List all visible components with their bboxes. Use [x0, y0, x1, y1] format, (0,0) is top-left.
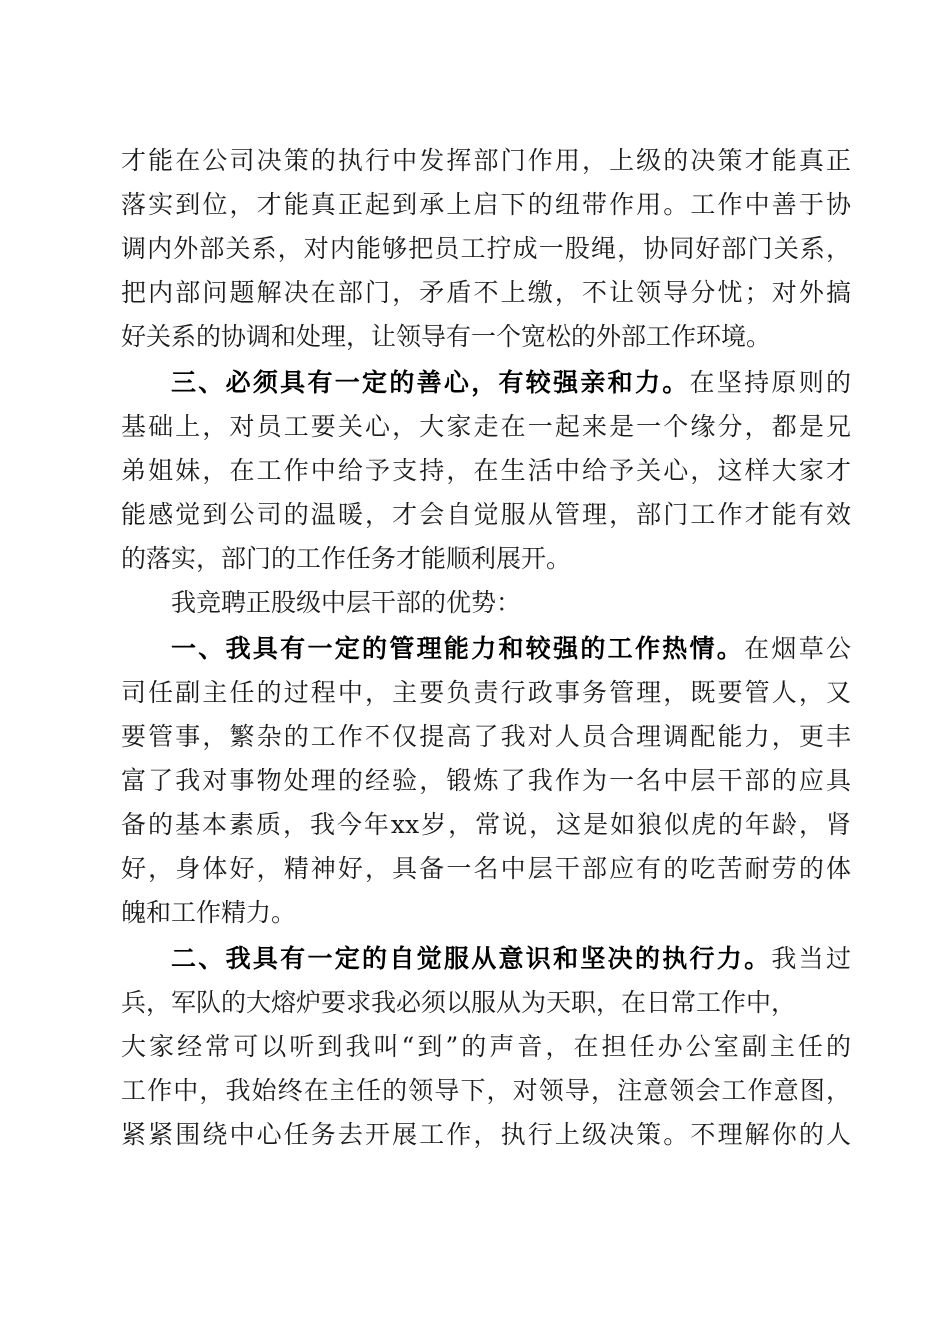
section-heading: 三、必须具有一定的善心，有较强亲和力。 [171, 368, 690, 397]
body-line: 兵，军队的大熔炉要求我必须以服从为天职，在日常工作中， [121, 988, 797, 1017]
section-heading: 二、我具有一定的自觉服从意识和坚决的执行力。 [171, 944, 772, 973]
body-line: 好，身体好，精神好，具备一名中层干部应有的吃苦耐劳的体 [121, 854, 851, 883]
section-heading: 一、我具有一定的管理能力和较强的工作热情。 [171, 634, 745, 663]
body-line: 把内部问题解决在部门，矛盾不上缴，不让领导分忧；对外搞 [121, 278, 851, 307]
body-line: 才能在公司决策的执行中发挥部门作用，上级的决策才能真正 [121, 146, 851, 175]
body-line: 富了我对事物处理的经验，锻炼了我作为一名中层干部的应具 [121, 766, 851, 795]
section-heading-line: 二、我具有一定的自觉服从意识和坚决的执行力。我当过 [171, 944, 851, 973]
body-line: 司任副主任的过程中，主要负责行政事务管理，既要管人，又 [121, 678, 851, 707]
body-line: 好关系的协调和处理，让领导有一个宽松的外部工作环境。 [121, 322, 772, 351]
body-line: 备的基本素质，我今年xx岁，常说，这是如狼似虎的年龄，肾 [121, 810, 851, 839]
section-heading-line: 三、必须具有一定的善心，有较强亲和力。在坚持原则的 [171, 368, 851, 397]
body-line: 紧紧围绕中心任务去开展工作，执行上级决策。不理解你的人 [121, 1120, 851, 1149]
body-line: 大家经常可以听到我叫“到”的声音，在担任办公室副主任的 [121, 1032, 851, 1061]
body-line: 基础上，对员工要关心，大家走在一起来是一个缘分，都是兄 [121, 412, 851, 441]
body-line: 弟姐妹，在工作中给予支持，在生活中给予关心，这样大家才 [121, 456, 851, 485]
body-line: 调内外部关系，对内能够把员工拧成一股绳，协同好部门关系， [121, 234, 851, 263]
body-line: 落实到位，才能真正起到承上启下的纽带作用。工作中善于协 [121, 190, 851, 219]
section-heading-line: 一、我具有一定的管理能力和较强的工作热情。在烟草公 [171, 634, 851, 663]
body-line: 能感觉到公司的温暖，才会自觉服从管理，部门工作才能有效 [121, 500, 851, 529]
body-line: 工作中，我始终在主任的领导下，对领导，注意领会工作意图， [121, 1076, 851, 1105]
body-line: 魄和工作精力。 [121, 898, 297, 927]
intro-line: 我竞聘正股级中层干部的优势： [171, 588, 522, 617]
body-line: 的落实，部门的工作任务才能顺利展开。 [121, 544, 572, 573]
body-line: 要管事，繁杂的工作不仅提高了我对人员合理调配能力，更丰 [121, 722, 851, 751]
